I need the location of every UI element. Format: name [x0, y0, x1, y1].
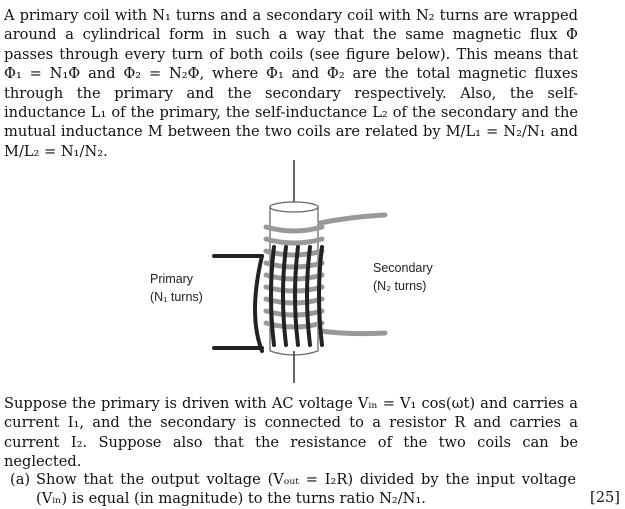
question-a: [10, 470, 582, 509]
question-a-marks: [25]: [590, 489, 620, 506]
primary-turns: (N₁ turns): [150, 290, 203, 304]
second-paragraph: Suppose the primary is driven with AC voltage Vᵢₙ = V₁ cos(ωt) and carries a current I₁, and the secondary is connected to a resistor R and carries a current I₂. Suppose also that the resistance of the two coils can be neglected.: [4, 395, 578, 471]
secondary-turns: (N₂ turns): [373, 279, 427, 293]
cylinder-top: [270, 202, 318, 212]
secondary-label: Secondary: [373, 261, 433, 275]
transformer-figure: [0, 155, 625, 385]
intro-paragraph: A primary coil with N₁ turns and a secondary coil with N₂ turns are wrapped around a cylindrical form in such a way that the same magnetic flux Φ passes through every turn of both coils (see figure below). This means that Φ₁ = N₁Φ and Φ₂ = N₂Φ, where Φ₁ and Φ₂ are the total magnetic fluxes through the primary and the secondary respectively. Also, the self-inductance L₁ of the primary, the self-inductance L₂ of the secondary and the mutual inductance M between the two coils are related by M/L₁ = N₂/N₁ and M/L₂ = N₁/N₂.: [4, 7, 578, 160]
primary-label: Primary: [150, 272, 194, 286]
question-a-label: (a): [10, 471, 31, 488]
question-a-text: Show that the output voltage (Vₒᵤₜ = I₂R) divided by the input voltage (Vᵢₙ) is equal (in magnitude) to the turns ratio N₂/N₁.: [36, 471, 576, 508]
